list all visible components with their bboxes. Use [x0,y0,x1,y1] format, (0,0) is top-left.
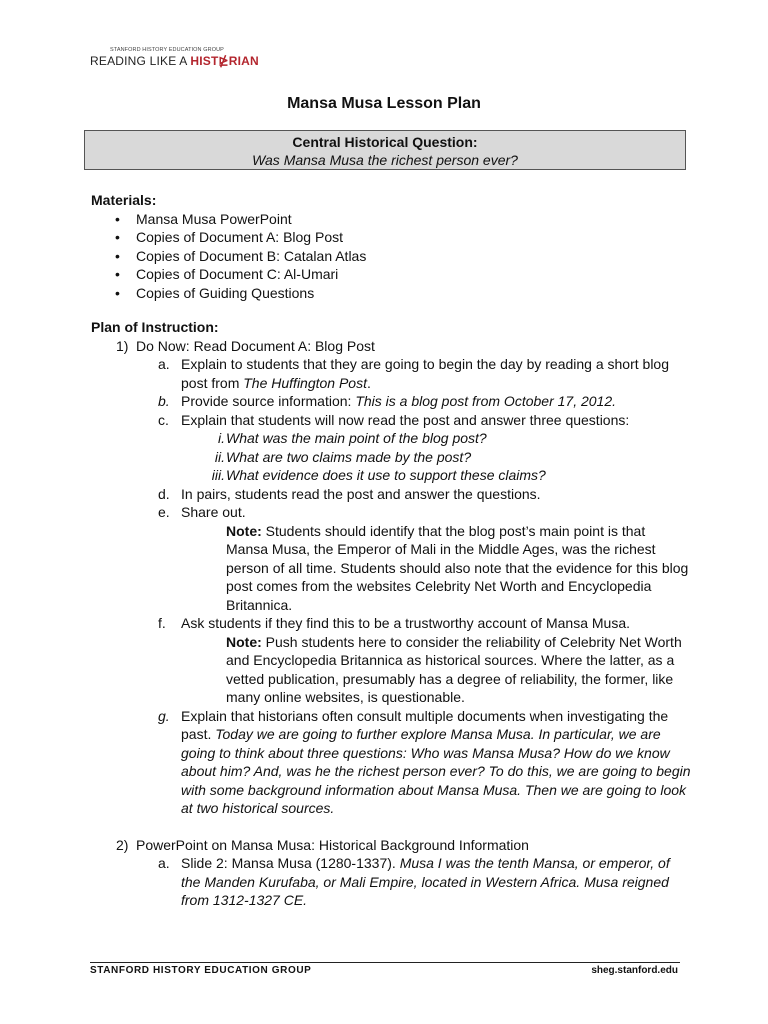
teacher-note [91,522,691,615]
footer-divider [90,962,680,963]
materials-item: • Mansa Musa PowerPoint [91,210,691,229]
step-letter: c. [158,411,169,428]
step-text: Share out. [181,504,246,520]
step-text: Explain to students that they are going to begin the day by reading a short blog post from [181,356,669,391]
source-title: The Huffington Post [243,374,367,391]
step-text: Slide 2: Mansa Musa (1280-1337). [181,855,400,871]
step-text: PowerPoint on Mansa Musa: Historical Background Information [136,836,529,853]
logo-org-name: STANFORD HISTORY EDUCATION GROUP [110,47,224,53]
question-text: What are two claims made by the post? [226,448,472,465]
step-text: Explain that historians often consult multiple documents when investigating the past. [181,707,669,742]
note-text: Push students here to consider the reliability of Celebrity Net Worth and Encyclopedia Britannica as historical sources. Where the latter, as a vetted publication, presumably has a degree of reliability, the former, like many online websites, is questionable. [226,633,682,705]
logo-wordmark-red-1: HIST [190,54,219,68]
step-number: 1) [116,337,129,354]
step-1e [91,503,691,522]
page-title: Mansa Musa Lesson Plan [287,95,481,112]
logo-wordmark-prefix: READING LIKE A [90,54,191,68]
teacher-note [91,633,691,707]
footer-org: STANFORD HISTORY EDUCATION GROUP [90,965,312,976]
logo-wordmark-mid: ⋭ [218,54,229,68]
step-letter: e. [158,504,170,520]
step-letter: b. [158,393,170,409]
source-info: This is a blog post from October 17, 2012. [355,393,617,409]
step-text: Explain that students will now read the post and answer three questions: [181,411,630,428]
note-text: Students should identify that the blog post’s main point is that Mansa Musa, the Emperor of Mali in the Middle Ages, was the richest person of all time. Students should also note that the evidence for this blog post comes from the websites Celebrity Net Worth and Encyclopedia Britannica. [226,522,689,613]
step-1a [91,355,691,392]
question-numeral: i. [218,430,225,446]
teacher-script: Today we are going to further explore Mansa Musa. In particular, we are going to think about three questions: Who was Mansa Musa? How do we know about him? And, was he the richest person ever? To do this, we are going to begin with some background information about Mansa Musa. Then we are going to look at two historical sources. [181,726,691,816]
step-text: Ask students if they find this to be a trustworthy account of Mansa Musa. [181,615,630,631]
step-text-end: . [367,374,371,391]
question-numeral: ii. [214,448,225,465]
materials-list [91,210,691,303]
materials-item: • Copies of Document B: Catalan Atlas [91,247,691,266]
central-question-box [84,130,686,170]
materials-item: • Copies of Document C: Al-Umari [91,265,691,284]
step-1f [91,614,691,633]
logo-wordmark [90,54,259,68]
step-number: 2) [116,836,129,853]
materials-heading: Materials: [91,192,157,208]
step-letter: g. [158,707,170,724]
step-1d [91,485,691,504]
step-letter: d. [158,485,170,502]
question-text: What evidence does it use to support these claims? [226,467,546,483]
logo-wordmark-red-2: RIAN [228,54,259,68]
step-letter: a. [158,855,170,871]
footer-url: sheg.stanford.edu [591,965,678,976]
question-item [91,429,691,448]
central-question-text: Was Mansa Musa the richest person ever? [252,152,518,168]
step-2a [91,854,691,910]
step-1 [91,337,691,356]
step-text: In pairs, students read the post and answer the questions. [181,485,541,502]
document-body [91,191,691,910]
central-question-heading: Central Historical Question: [292,134,478,150]
materials-item: • Copies of Document A: Blog Post [91,228,691,247]
step-2 [91,836,691,855]
question-numeral: iii. [211,467,225,483]
step-letter: a. [158,356,170,372]
step-1c [91,411,691,430]
question-item [91,466,691,485]
logo [90,47,259,68]
note-label: Note: [226,633,262,650]
step-1b [91,392,691,411]
plan-heading: Plan of Instruction: [91,319,219,335]
materials-item: • Copies of Guiding Questions [91,284,691,303]
step-1g [91,707,691,818]
question-item [91,448,691,467]
step-text: Provide source information: [181,393,356,409]
step-text: Do Now: Read Document A: Blog Post [136,337,375,354]
step-letter: f. [158,615,166,631]
question-text: What was the main point of the blog post? [226,430,487,446]
note-label: Note: [226,522,262,539]
teacher-script: Musa I was the tenth Mansa, or emperor, of the Manden Kurufaba, or Mali Empire, located in Western Africa. Musa reigned from 1312-1327 CE. [181,855,670,908]
